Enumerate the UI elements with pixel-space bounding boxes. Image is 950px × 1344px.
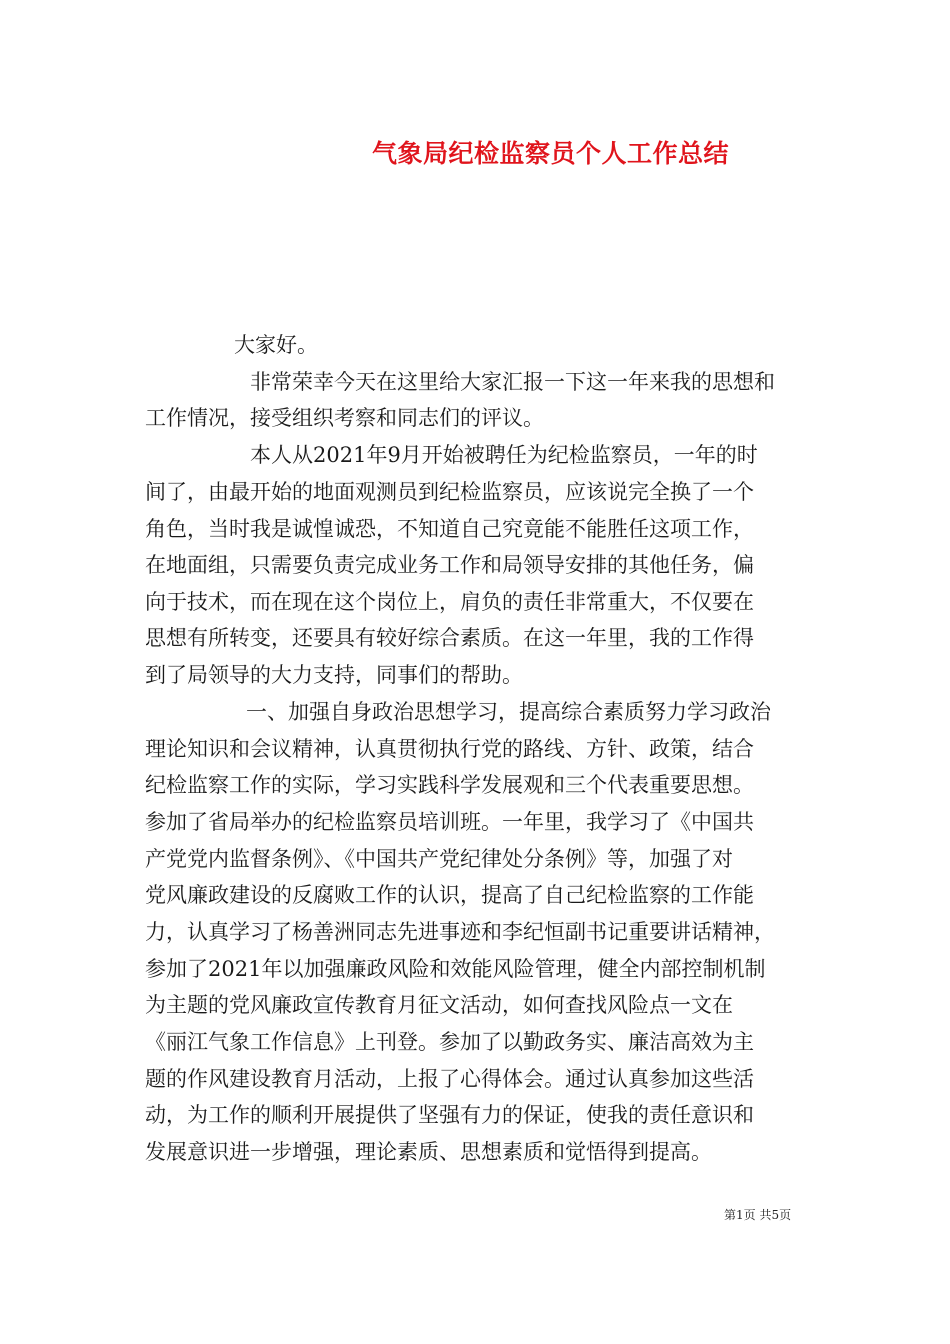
page-footer: 第1页 共5页	[724, 1208, 792, 1222]
body-line: 参加了2021年以加强廉政风险和效能风险管理，健全内部控制机制	[145, 957, 766, 981]
body-line: 理论知识和会议精神，认真贯彻执行党的路线、方针、政策，结合	[145, 737, 754, 761]
body-line: 产党党内监督条例》、《中国共产党纪律处分条例》等，加强了对	[145, 847, 733, 871]
body-line: 向于技术，而在现在这个岗位上，肩负的责任非常重大，不仅要在	[145, 590, 754, 614]
body-line: 一、加强自身政治思想学习，提高综合素质努力学习政治	[246, 700, 771, 724]
body-line: 动，为工作的顺利开展提供了坚强有力的保证，使我的责任意识和	[145, 1103, 754, 1127]
body-line: 力，认真学习了杨善洲同志先进事迹和李纪恒副书记重要讲话精神，	[145, 920, 775, 944]
body-line: 在地面组，只需要负责完成业务工作和局领导安排的其他任务，偏	[145, 553, 754, 577]
body-line: 间了，由最开始的地面观测员到纪检监察员，应该说完全换了一个	[145, 480, 754, 504]
body-line: 角色，当时我是诚惶诚恐，不知道自己究竟能不能胜任这项工作，	[145, 517, 754, 541]
body-line: 发展意识进一步增强，理论素质、思想素质和觉悟得到提高。	[145, 1140, 712, 1164]
body-line: 本人从2021年9月开始被聘任为纪检监察员，一年的时	[250, 443, 758, 467]
body-line: 思想有所转变，还要具有较好综合素质。在这一年里，我的工作得	[145, 626, 754, 650]
body-line: 到了局领导的大力支持，同事们的帮助。	[145, 663, 523, 687]
document-title: 气象局纪检监察员个人工作总结	[372, 139, 730, 168]
body-line: 题的作风建设教育月活动，上报了心得体会。通过认真参加这些活	[145, 1067, 754, 1091]
body-line: 非常荣幸今天在这里给大家汇报一下这一年来我的思想和	[250, 370, 775, 394]
body-line: 大家好。	[234, 333, 318, 357]
body-line: 为主题的党风廉政宣传教育月征文活动，如何查找风险点一文在	[145, 993, 733, 1017]
body-line: 参加了省局举办的纪检监察员培训班。一年里，我学习了《中国共	[145, 810, 754, 834]
body-line: 纪检监察工作的实际，学习实践科学发展观和三个代表重要思想。	[145, 773, 754, 797]
body-line: 工作情况，接受组织考察和同志们的评议。	[145, 406, 544, 430]
body-line: 党风廉政建设的反腐败工作的认识，提高了自己纪检监察的工作能	[145, 883, 754, 907]
body-line: 《丽江气象工作信息》上刊登。参加了以勤政务实、廉洁高效为主	[145, 1030, 754, 1054]
